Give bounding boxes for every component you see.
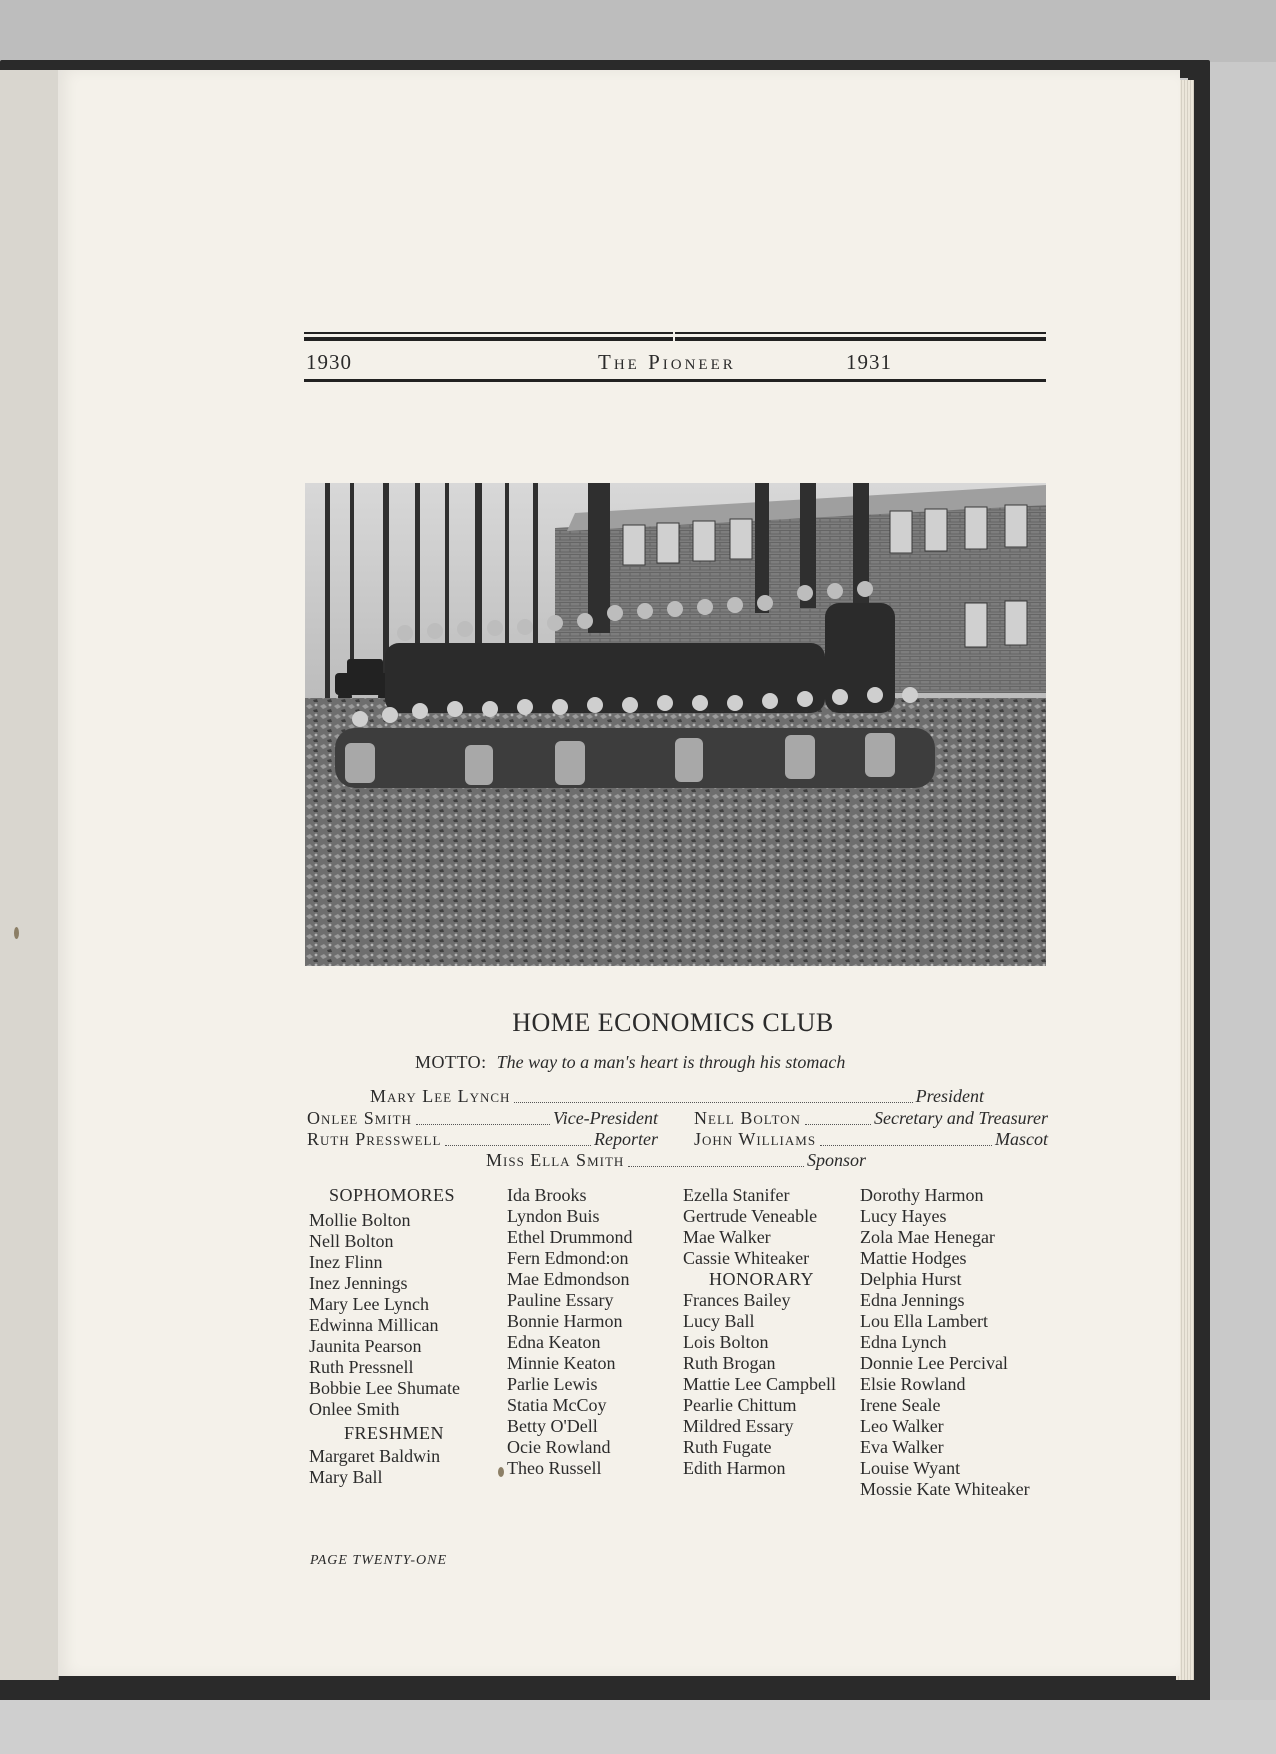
member-name: Zola Mae Henegar (860, 1227, 995, 1247)
motto-label: MOTTO: (415, 1052, 487, 1072)
header-year-left: 1930 (306, 350, 352, 374)
club-group-photo (305, 483, 1046, 966)
member-name: Jaunita Pearson (309, 1336, 422, 1356)
member-name: Edna Keaton (507, 1332, 601, 1352)
header-rule-bottom (304, 379, 1046, 382)
member-name: Nell Bolton (309, 1231, 394, 1251)
member-name: Mildred Essary (683, 1416, 794, 1436)
member-name: Edith Harmon (683, 1458, 786, 1478)
officer-name: Miss Ella Smith (486, 1150, 625, 1170)
yearbook-page (58, 70, 1180, 1676)
member-name: Ruth Pressnell (309, 1357, 414, 1377)
member-name: Edna Jennings (860, 1290, 965, 1310)
officer-name: John Williams (694, 1129, 817, 1149)
member-name: Edna Lynch (860, 1332, 947, 1352)
member-name: Elsie Rowland (860, 1374, 966, 1394)
member-name: Margaret Baldwin (309, 1446, 441, 1466)
member-name: Bonnie Harmon (507, 1311, 623, 1331)
member-name: Donnie Lee Percival (860, 1353, 1008, 1373)
scan-background-top (0, 0, 1276, 62)
officer-president (370, 1086, 984, 1107)
member-column-2 (507, 1185, 632, 1479)
honorary-heading: HONORARY (709, 1269, 815, 1289)
officer-name: Nell Bolton (694, 1108, 801, 1128)
member-name: Pauline Essary (507, 1290, 614, 1310)
member-name: Eva Walker (860, 1437, 944, 1457)
member-name: Gertrude Veneable (683, 1206, 818, 1226)
header-rule-top (304, 332, 1046, 334)
freshmen-heading: FRESHMEN (344, 1423, 445, 1443)
club-title: HOME ECONOMICS CLUB (512, 1008, 834, 1037)
member-name: Ethel Drummond (507, 1227, 633, 1247)
member-name: Bobbie Lee Shumate (309, 1378, 460, 1398)
member-column-1 (309, 1185, 460, 1488)
member-column-3 (683, 1185, 836, 1479)
member-name: Inez Flinn (309, 1252, 383, 1272)
member-name: Mollie Bolton (309, 1210, 411, 1230)
scan-background-bottom (0, 1700, 1276, 1754)
officer-mascot (694, 1129, 1048, 1150)
officer-name: Mary Lee Lynch (370, 1086, 511, 1106)
member-name: Ida Brooks (507, 1185, 587, 1205)
officer-name: Ruth Presswell (307, 1129, 442, 1149)
officer-role: Mascot (995, 1129, 1048, 1149)
member-name: Delphia Hurst (860, 1269, 962, 1289)
officer-role: Vice-President (553, 1108, 658, 1128)
book-cover-bottom-edge (0, 1672, 1210, 1702)
header-year-right: 1931 (846, 350, 892, 374)
officer-role: Reporter (594, 1129, 658, 1149)
member-name: Dorothy Harmon (860, 1185, 984, 1205)
member-name: Mattie Hodges (860, 1248, 967, 1268)
paper-blemish (14, 927, 19, 939)
header-title: The Pioneer (598, 350, 736, 374)
member-column-4 (860, 1185, 1030, 1500)
member-name: Mae Walker (683, 1227, 771, 1247)
member-name: Parlie Lewis (507, 1374, 598, 1394)
member-name: Edwinna Millican (309, 1315, 439, 1335)
member-name: Theo Russell (507, 1458, 602, 1478)
member-name: Cassie Whiteaker (683, 1248, 810, 1268)
club-motto (415, 1052, 845, 1073)
member-name: Pearlie Chittum (683, 1395, 797, 1415)
member-name: Frances Bailey (683, 1290, 791, 1310)
member-name: Fern Edmond:on (507, 1248, 629, 1268)
officer-role: Sponsor (806, 1150, 866, 1170)
member-name: Inez Jennings (309, 1273, 408, 1293)
member-name: Lucy Ball (683, 1311, 755, 1331)
officer-role: Secretary and Treasurer (874, 1108, 1048, 1128)
page-number-footer: PAGE TWENTY-ONE (310, 1553, 447, 1568)
officer-name: Onlee Smith (307, 1108, 412, 1128)
officer-role: President (915, 1086, 984, 1106)
member-name: Louise Wyant (860, 1458, 961, 1478)
member-name: Lyndon Buis (507, 1206, 600, 1226)
member-name: Ruth Fugate (683, 1437, 772, 1457)
member-name: Lucy Hayes (860, 1206, 947, 1226)
group-photo-illustration (305, 483, 1046, 966)
member-name: Leo Walker (860, 1416, 944, 1436)
member-name: Minnie Keaton (507, 1353, 616, 1373)
member-name: Lois Bolton (683, 1332, 769, 1352)
member-name: Ezella Stanifer (683, 1185, 790, 1205)
sophomores-heading: SOPHOMORES (329, 1185, 456, 1205)
officer-reporter (307, 1129, 658, 1150)
member-name: Mae Edmondson (507, 1269, 630, 1289)
paper-blemish (498, 1467, 504, 1477)
officer-sponsor (486, 1150, 866, 1171)
member-name: Mossie Kate Whiteaker (860, 1479, 1030, 1499)
member-name: Mary Lee Lynch (309, 1294, 429, 1314)
motto-text: The way to a man's heart is through his stomach (496, 1052, 846, 1072)
member-name: Onlee Smith (309, 1399, 400, 1419)
member-name: Mattie Lee Campbell (683, 1374, 836, 1394)
member-name: Ocie Rowland (507, 1437, 611, 1457)
member-name: Lou Ella Lambert (860, 1311, 988, 1331)
facing-page-edge (0, 70, 59, 1680)
member-name: Irene Seale (860, 1395, 941, 1415)
member-name: Betty O'Dell (507, 1416, 598, 1436)
member-name: Ruth Brogan (683, 1353, 776, 1373)
officer-secretary-treasurer (694, 1108, 1048, 1129)
member-name: Mary Ball (309, 1467, 383, 1487)
member-name: Statia McCoy (507, 1395, 607, 1415)
header-rule-top-thick (304, 337, 1046, 341)
officer-vice-president (307, 1108, 658, 1129)
